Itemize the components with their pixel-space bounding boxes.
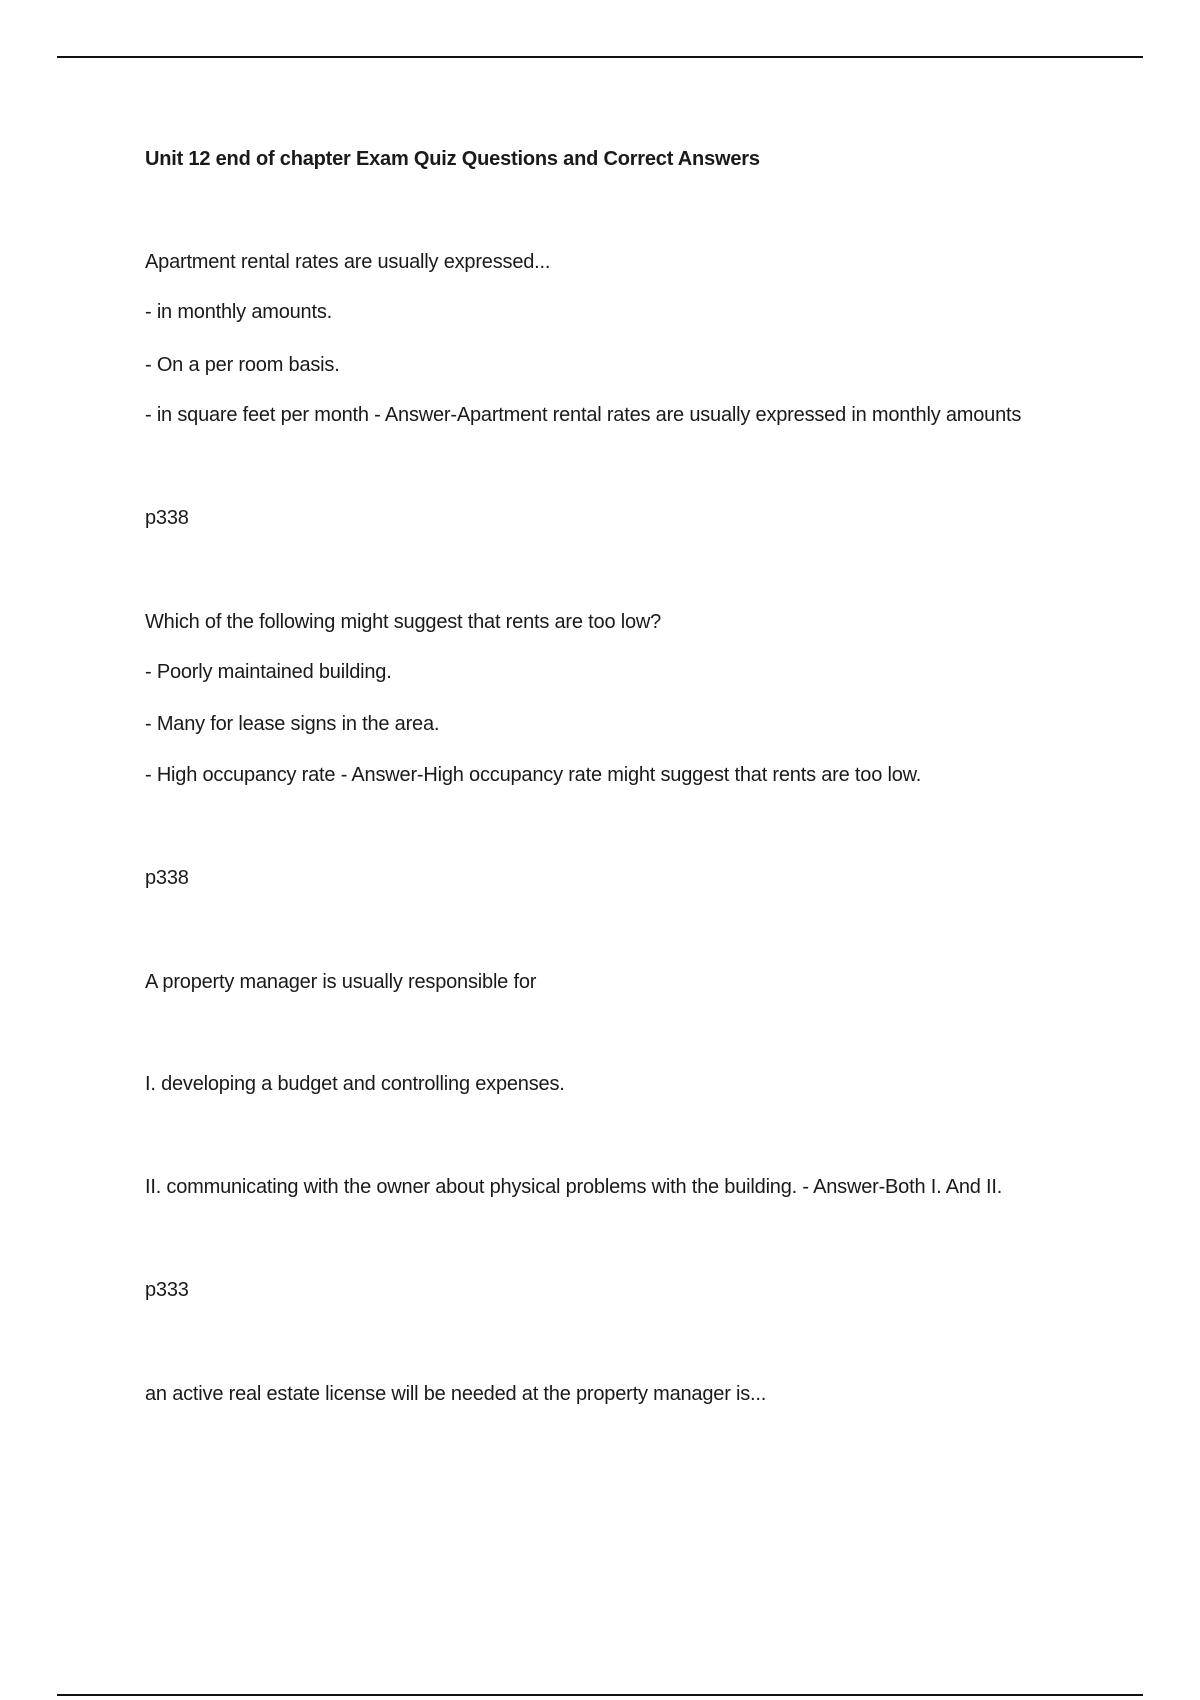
question-2-option-3-answer: - High occupancy rate - Answer-High occupancy rate might suggest that rents are too low.	[145, 764, 922, 786]
question-3-item-2-answer: II. communicating with the owner about physical problems with the building. - Answer-Both I. And II.	[145, 1176, 1003, 1198]
question-2-option-1: - Poorly maintained building.	[145, 661, 392, 683]
question-2-page-ref: p338	[145, 867, 189, 889]
page-bottom-rule	[57, 1694, 1143, 1696]
question-3-prompt: A property manager is usually responsible for	[145, 971, 537, 993]
question-1-page-ref: p338	[145, 507, 189, 529]
page-top-rule	[57, 56, 1143, 58]
question-3-page-ref: p333	[145, 1279, 189, 1301]
question-1-option-1: - in monthly amounts.	[145, 301, 332, 323]
question-1-option-3-answer: - in square feet per month - Answer-Apartment rental rates are usually expressed in monthly amounts	[145, 404, 1022, 426]
question-1-prompt: Apartment rental rates are usually expressed...	[145, 251, 551, 273]
question-1-option-2: - On a per room basis.	[145, 354, 340, 376]
question-2-prompt: Which of the following might suggest that rents are too low?	[145, 611, 662, 633]
document-title: Unit 12 end of chapter Exam Quiz Questions and Correct Answers	[145, 148, 760, 170]
question-3-item-1: I. developing a budget and controlling expenses.	[145, 1073, 565, 1095]
question-2-option-2: - Many for lease signs in the area.	[145, 713, 440, 735]
question-4-prompt: an active real estate license will be needed at the property manager is...	[145, 1383, 767, 1405]
